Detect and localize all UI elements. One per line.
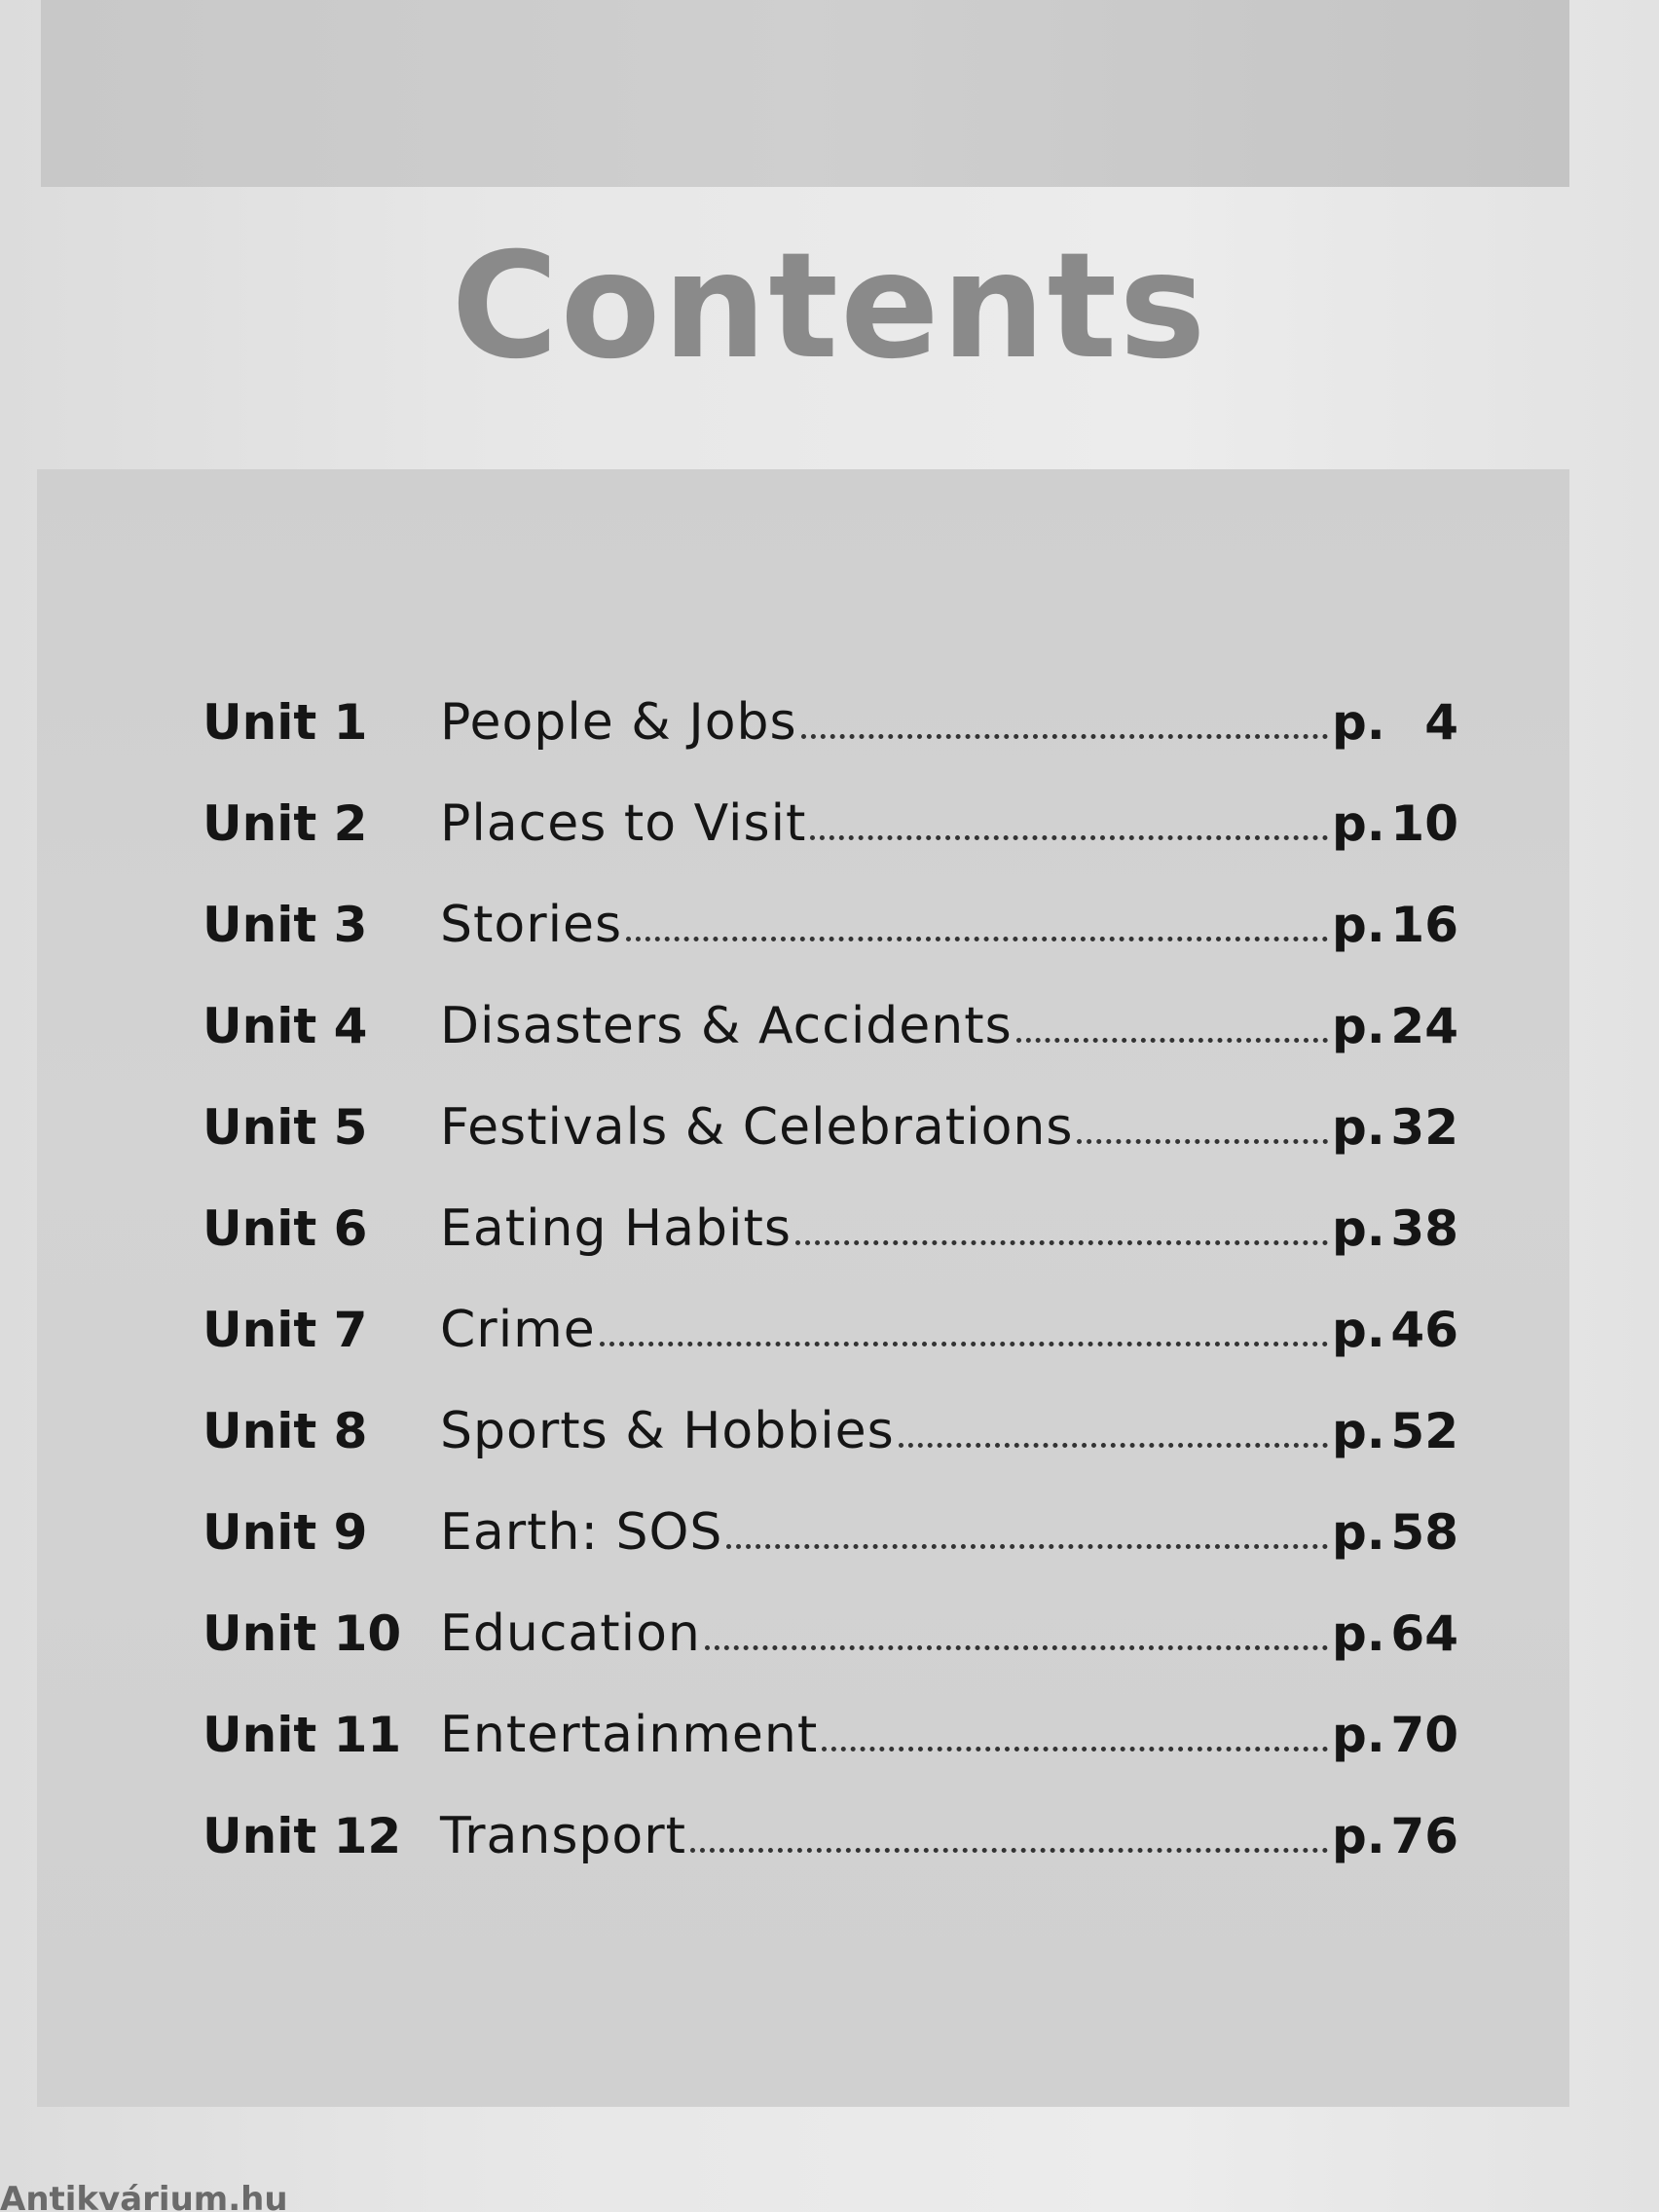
toc-entry: [203, 1706, 1458, 1774]
dot-leader: [1077, 1138, 1328, 1144]
dot-leader: [801, 733, 1328, 739]
toc-entry: [203, 1301, 1458, 1369]
toc-page-ref: [1332, 1200, 1458, 1257]
page-prefix: p.: [1332, 694, 1385, 751]
page-number: 46: [1390, 1302, 1458, 1358]
toc-entry: [203, 693, 1458, 761]
toc-topic: Eating Habits: [440, 1199, 792, 1258]
toc-unit-label: Unit 2: [203, 795, 368, 852]
page-prefix: p.: [1332, 1200, 1385, 1257]
toc-unit-label: Unit 4: [203, 998, 368, 1054]
dot-leader: [690, 1847, 1328, 1853]
toc-topic: Places to Visit: [440, 794, 807, 853]
toc-topic: Sports & Hobbies: [440, 1402, 895, 1460]
toc-page-ref: [1332, 998, 1458, 1054]
page-number: 10: [1390, 795, 1458, 852]
toc-entry: [203, 896, 1458, 964]
toc-page-ref: [1332, 795, 1458, 852]
toc-topic: Stories: [440, 896, 623, 954]
toc-topic: Transport: [440, 1807, 687, 1865]
page-prefix: p.: [1332, 1808, 1385, 1864]
toc-topic: Disasters & Accidents: [440, 997, 1013, 1055]
page-number: 16: [1390, 897, 1458, 953]
page-number: 4: [1424, 694, 1458, 751]
toc-page-ref: [1332, 1099, 1458, 1156]
dot-leader: [600, 1341, 1328, 1346]
page-number: 24: [1390, 998, 1458, 1054]
toc-entry: [203, 1604, 1458, 1673]
toc-unit-label: Unit 10: [203, 1605, 402, 1662]
page-prefix: p.: [1332, 1302, 1385, 1358]
toc-entry: [203, 1402, 1458, 1470]
toc-page-ref: [1332, 1707, 1458, 1763]
toc-unit-label: Unit 12: [203, 1808, 402, 1864]
page-prefix: p.: [1332, 1707, 1385, 1763]
toc-unit-label: Unit 11: [203, 1707, 402, 1763]
page-number: 38: [1390, 1200, 1458, 1257]
toc-unit-label: Unit 1: [203, 694, 368, 751]
toc-entry: [203, 1807, 1458, 1875]
toc-topic: Education: [440, 1604, 701, 1663]
dot-leader: [899, 1442, 1328, 1448]
page-number: 70: [1390, 1707, 1458, 1763]
page-title: Contents: [451, 222, 1208, 391]
toc-unit-label: Unit 8: [203, 1403, 368, 1459]
toc-topic: Festivals & Celebrations: [440, 1098, 1074, 1157]
page-prefix: p.: [1332, 1504, 1385, 1561]
toc-topic: People & Jobs: [440, 693, 797, 752]
page-number: 58: [1390, 1504, 1458, 1561]
toc-entry: [203, 1199, 1458, 1268]
page-prefix: p.: [1332, 998, 1385, 1054]
toc-entry: [203, 1503, 1458, 1571]
page-number: 64: [1390, 1605, 1458, 1662]
dot-leader: [626, 936, 1328, 941]
dot-leader: [705, 1644, 1328, 1650]
top-shaded-panel: [41, 0, 1569, 187]
toc-unit-label: Unit 6: [203, 1200, 368, 1257]
dot-leader: [810, 834, 1328, 840]
page-prefix: p.: [1332, 795, 1385, 852]
page-number: 52: [1390, 1403, 1458, 1459]
dot-leader: [726, 1543, 1328, 1549]
dot-leader: [1016, 1037, 1328, 1043]
dot-leader: [822, 1746, 1328, 1751]
toc-unit-label: Unit 3: [203, 897, 368, 953]
toc-page-ref: [1332, 1808, 1458, 1864]
toc-page-ref: [1332, 1504, 1458, 1561]
dot-leader: [795, 1239, 1328, 1245]
page-prefix: p.: [1332, 1099, 1385, 1156]
toc-page-ref: [1332, 897, 1458, 953]
page-number: 32: [1390, 1099, 1458, 1156]
toc-entry: [203, 1098, 1458, 1166]
watermark-text: Antikvárium.hu: [0, 2183, 288, 2212]
toc-unit-label: Unit 5: [203, 1099, 368, 1156]
page-prefix: p.: [1332, 897, 1385, 953]
toc-topic: Earth: SOS: [440, 1503, 723, 1562]
toc-page-ref: [1332, 1403, 1458, 1459]
toc-page-ref: [1332, 1302, 1458, 1358]
toc-entry: [203, 794, 1458, 863]
page-number: 76: [1390, 1808, 1458, 1864]
toc-unit-label: Unit 7: [203, 1302, 368, 1358]
toc-topic: Crime: [440, 1301, 596, 1359]
page-prefix: p.: [1332, 1605, 1385, 1662]
toc-page-ref: [1332, 1605, 1458, 1662]
toc-page-ref: [1332, 694, 1458, 751]
toc-topic: Entertainment: [440, 1706, 819, 1764]
page-prefix: p.: [1332, 1403, 1385, 1459]
toc-unit-label: Unit 9: [203, 1504, 368, 1561]
toc-entry: [203, 997, 1458, 1065]
